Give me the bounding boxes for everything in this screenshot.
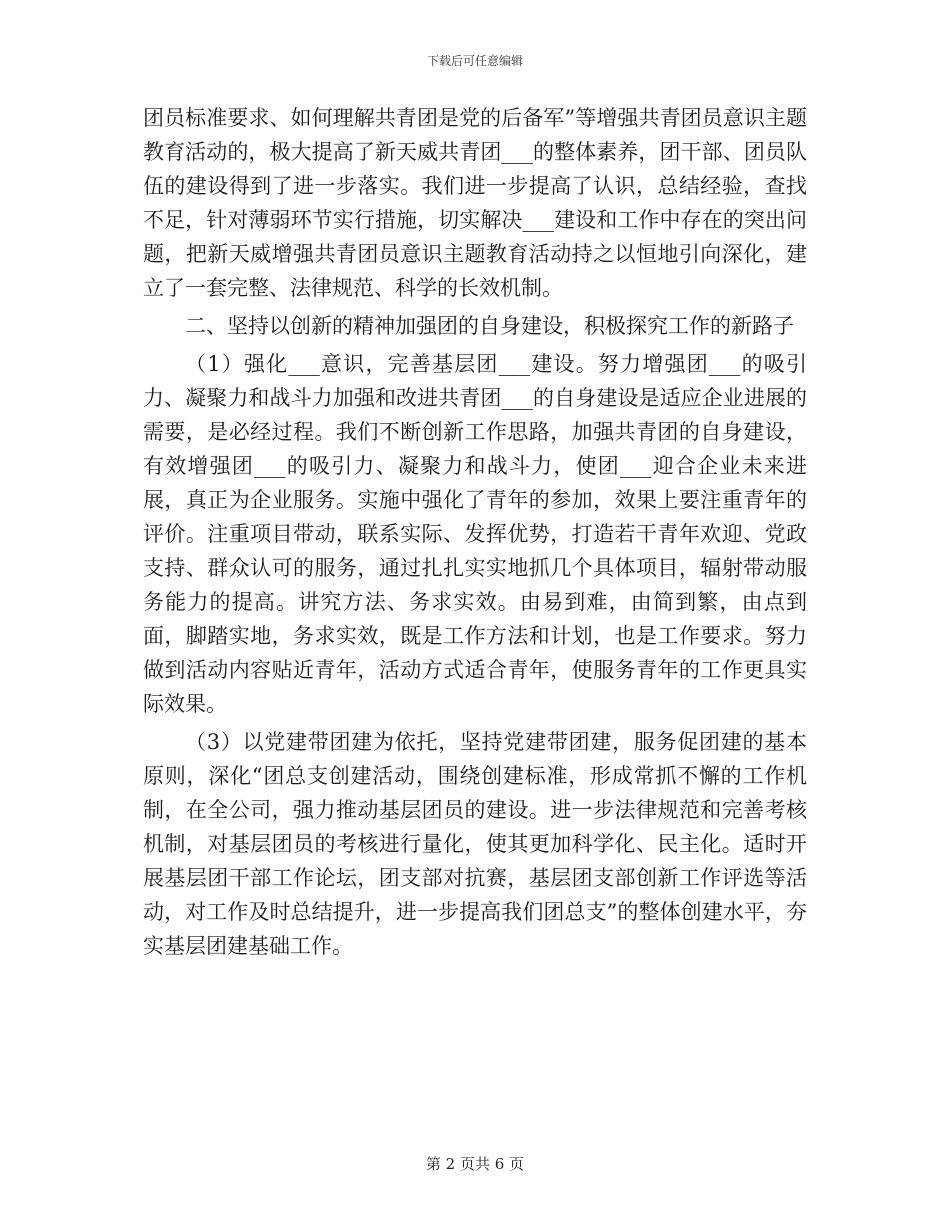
paragraph-item-3: （3）以党建带团建为依托，坚持党建带团建，服务促团建的基本原则，深化“团总支创建活动，围绕创建标准，形成常抓不懈的工作机制，在全公司，强力推动基层团员的建设。进一步法律规范和完善考核机制，对基层团员的考核进行量化，使其更加科学化、民主化。适时开展基层团干部工作论坛，团支部对抗赛，基层团支部创新工作评选等活动，对工作及时总结提升，进一步提高我们团总支”的整体创建水平，夯实基层团建基础工作。 bbox=[143, 730, 807, 958]
paragraph-item-1: （1）强化___意识，完善基层团___建设。努力增强团___的吸引力、凝聚力和战斗力加强和改进共青团___的自身建设是适应企业进展的需要，是必经过程。我们不断创新工作思路，加强共青团的自身建设，有效增强团___的吸引力、凝聚力和战斗力，使团___迎合企业未来进展，真正为企业服务。实施中强化了青年的参加，效果上要注重青年的评价。注重项目带动，联系实际、发挥优势，打造若干青年欢迎、党政支持、群众认可的服务，通过扎扎实实地抓几个具体项目，辐射带动服务能力的提高。讲究方法、务求实效。由易到难，由简到繁，由点到面，脚踏实地，务求实效，既是工作方法和计划，也是工作要求。努力做到活动内容贴近青年，活动方式适合青年，使服务青年的工作更具实际效果。 bbox=[143, 352, 807, 716]
section-heading: 二、坚持以创新的精神加强团的自身建设，积极探究工作的新路子 bbox=[185, 314, 794, 338]
page-footer: 第 2 页共 6 页 bbox=[425, 1155, 525, 1173]
paragraph-continuation: 团员标准要求、如何理解共青团是党的后备军”等增强共青团员意识主题教育活动的，极大提高了新天威共青团___的整体素养，团干部、团员队伍的建设得到了进一步落实。我们进一步提高了认识，总结经验，查找不足，针对薄弱环节实行措施，切实解决___建设和工作中存在的突出问题，把新天威增强共青团员意识主题教育活动持之以恒地引向深化，建立了一套完整、法律规范、科学的长效机制。 bbox=[143, 106, 807, 300]
document-body bbox=[143, 101, 807, 963]
page-header: 下载后可任意编辑 bbox=[426, 54, 523, 68]
